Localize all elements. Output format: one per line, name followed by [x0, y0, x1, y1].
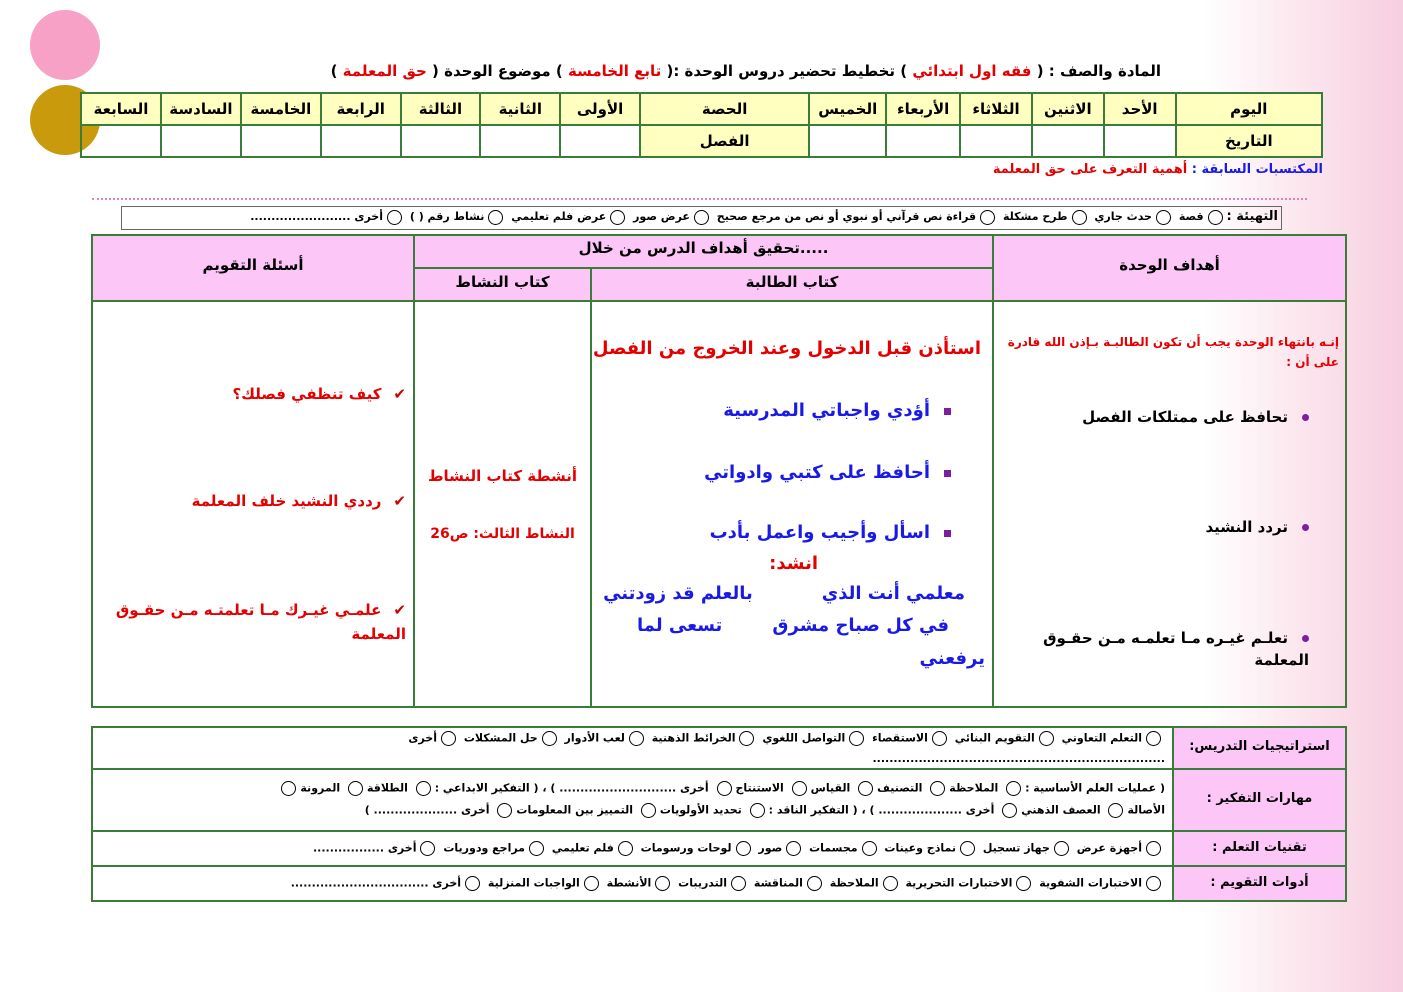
radio-button[interactable] [807, 876, 822, 891]
option-label: التقويم البنائي [954, 731, 1035, 745]
option-label: الملاحظة [949, 781, 999, 795]
option-label: الاختبارات التحريرية [905, 876, 1013, 890]
student-item [710, 522, 951, 543]
eval-question-text: رددي النشيد خلف المعلمة [191, 492, 382, 510]
option-label: المناقشة [753, 876, 803, 890]
prior-label: المكتسبات السابقة : [1191, 162, 1323, 177]
option-label: أخرى [408, 731, 437, 745]
warmup-options [250, 209, 1278, 225]
student-body-cell [590, 300, 994, 708]
date-input-cell[interactable] [809, 125, 886, 157]
radio-button[interactable] [960, 841, 975, 856]
radio-button[interactable] [629, 731, 644, 746]
prior-knowledge [993, 162, 1323, 177]
eval-question [101, 598, 406, 646]
topic-close: ) [330, 62, 338, 80]
check-icon: ✔ [393, 601, 406, 619]
activity-book-header: كتاب النشاط [455, 273, 550, 291]
option-label: الأصالة [1127, 803, 1165, 817]
option-label: حدث جاري [1094, 210, 1152, 223]
class-input-cell[interactable] [81, 125, 161, 157]
student-item-text: أحافظ على كتبي وادواتي [704, 462, 930, 483]
radio-button[interactable] [348, 781, 363, 796]
radio-button[interactable] [786, 841, 801, 856]
goal-item [1007, 627, 1309, 671]
option-label: ( عمليات العلم الأساسية : [1025, 781, 1165, 795]
radio-button[interactable] [1146, 876, 1161, 891]
bullet-icon [944, 470, 951, 477]
date-input-cell[interactable] [960, 125, 1032, 157]
activity-body-cell [413, 300, 592, 708]
option-label: لوحات ورسومات [640, 841, 732, 855]
prior-value: أهمية التعرف على حق المعلمة [992, 162, 1188, 177]
warmup-label: التهيئة : [1226, 209, 1278, 224]
radio-button[interactable] [529, 841, 544, 856]
day-cell: الخميس [809, 93, 886, 125]
footer-row [91, 768, 1347, 832]
class-input-cell[interactable] [321, 125, 401, 157]
period-cell: السابعة [81, 93, 161, 125]
goal-text: تعلـم غيـره مـا تعلمـه مـن حقـوق المعلمة [1043, 629, 1309, 669]
activity-title: أنشطة كتاب النشاط [427, 467, 578, 485]
option-label: تحديد الأولويات [659, 803, 742, 817]
radio-button[interactable] [655, 876, 670, 891]
option-label: التعلم التعاوني [1061, 731, 1142, 745]
radio-button[interactable] [1146, 731, 1161, 746]
student-item-text: اسأل وأجيب واعمل بأدب [709, 522, 930, 543]
radio-button[interactable] [420, 841, 435, 856]
page-header [331, 62, 1161, 80]
eval-header: أسئلة التقويم [202, 256, 304, 274]
period-cell: الرابعة [321, 93, 401, 125]
unit-value: تابع الخامسة [568, 62, 662, 80]
strategies-line2: ...................................................................... [872, 752, 1165, 765]
period-cell: الأولى [560, 93, 640, 125]
radio-button[interactable] [488, 210, 503, 225]
strategies-label: استراتيجيات التدريس: [1189, 739, 1330, 754]
goal-text: تحافظ على ممتلكات الفصل [1082, 408, 1288, 426]
option-label: عرض فلم تعليمي [511, 210, 607, 223]
day-cell: الأحد [1104, 93, 1176, 125]
option-label: الطلاقة [367, 781, 408, 795]
day-label: اليوم [1176, 93, 1322, 125]
student-item-text: أؤدي واجباتي المدرسية [723, 400, 930, 421]
radio-button[interactable] [1072, 210, 1087, 225]
option-label: التواصل اللغوي [762, 731, 846, 745]
radio-button[interactable] [930, 781, 945, 796]
thinking-options-line1 [277, 781, 1165, 796]
option-label: مراجع ودوريات [443, 841, 525, 855]
class-input-cell[interactable] [241, 125, 321, 157]
option-label: الأنشطة [606, 876, 652, 890]
option-label: نشاط رقم ( ) [409, 210, 485, 223]
tools-options [291, 876, 1165, 891]
tools-label: أدوات التقويم : [1210, 875, 1309, 890]
subject-label: المادة والصف : ( [1036, 62, 1161, 80]
option-label: جهاز تسجيل [982, 841, 1050, 855]
option-label: التدريبات [678, 876, 728, 890]
day-cell: الأربعاء [886, 93, 960, 125]
class-input-cell[interactable] [161, 125, 241, 157]
radio-button[interactable] [862, 841, 877, 856]
option-label: قصة [1178, 210, 1204, 223]
option-label: المرونة [300, 781, 341, 795]
option-label: أجهزة عرض [1076, 841, 1142, 855]
option-label: الخرائط الذهنية [651, 731, 736, 745]
radio-button[interactable] [1208, 210, 1223, 225]
radio-button[interactable] [618, 841, 633, 856]
radio-button[interactable] [736, 841, 751, 856]
option-label: أخرى ........................ [250, 210, 383, 223]
bullet-icon [1302, 635, 1309, 642]
class-input-cell[interactable] [560, 125, 640, 157]
achieve-header: تحقيق أهداف الدرس من خلال..... [578, 239, 829, 257]
schedule-table [80, 92, 1323, 158]
bullet-icon [944, 530, 951, 537]
radio-button[interactable] [1006, 781, 1021, 796]
check-icon: ✔ [393, 385, 406, 403]
radio-button[interactable] [750, 803, 765, 818]
eval-question [233, 385, 406, 403]
radio-button[interactable] [387, 210, 402, 225]
goals-header: أهداف الوحدة [1119, 256, 1220, 274]
bullet-icon [1302, 414, 1309, 421]
option-label: لعب الأدوار [564, 731, 625, 745]
student-book-header: كتاب الطالبة [745, 273, 839, 291]
radio-button[interactable] [465, 876, 480, 891]
option-label: أخرى .................... ) ، ( التفكير الناقد : [768, 803, 995, 817]
radio-button[interactable] [792, 781, 807, 796]
radio-button[interactable] [641, 803, 656, 818]
option-label: الاختبارات الشفوية [1039, 876, 1142, 890]
dotted-divider [92, 198, 1307, 200]
option-label: صور [758, 841, 783, 855]
thinking-label: مهارات التفكير : [1206, 791, 1313, 806]
period-cell: الثالثة [401, 93, 481, 125]
goal-item [1082, 408, 1309, 426]
radio-button[interactable] [1016, 876, 1031, 891]
radio-button[interactable] [542, 731, 557, 746]
date-input-cell[interactable] [886, 125, 960, 157]
radio-button[interactable] [932, 731, 947, 746]
option-label: الواجبات المنزلية [487, 876, 580, 890]
class-input-cell[interactable] [401, 125, 481, 157]
radio-button[interactable] [849, 731, 864, 746]
radio-button[interactable] [1054, 841, 1069, 856]
bullet-icon [1302, 524, 1309, 531]
date-label: التاريخ [1176, 125, 1322, 157]
radio-button[interactable] [416, 781, 431, 796]
subject-value: فقه اول ابتدائي [912, 62, 1032, 80]
option-label: الاستنتاج [735, 781, 784, 795]
tech-label: تقنيات التعلم : [1212, 840, 1307, 855]
goals-intro: إنـه بانتهاء الوحدة يجب أن تكون الطالبـة بـإذن الله قادرة على أن : [1007, 335, 1339, 369]
radio-button[interactable] [584, 876, 599, 891]
student-item [704, 462, 951, 483]
option-label: حل المشكلات [463, 731, 538, 745]
eval-question-text: علمـي غيـرك مـا تعلمتـه مـن حقـوق المعلمة [115, 601, 406, 643]
student-title: استأذن قبل الدخول وعند الخروج من الفصل [592, 338, 981, 359]
goal-text: تردد النشيد [1205, 518, 1288, 536]
radio-button[interactable] [1108, 803, 1123, 818]
option-label: أخرى ............................ ) ، ( التفكير الابداعي : [434, 781, 709, 795]
radio-button[interactable] [441, 731, 456, 746]
goal-item [1205, 518, 1309, 536]
option-label: العصف الذهني [1021, 803, 1101, 817]
check-icon: ✔ [393, 492, 406, 510]
option-label: الاستقصاء [872, 731, 928, 745]
topic-value: حق المعلمة [342, 62, 427, 80]
day-cell: الثلاثاء [960, 93, 1032, 125]
radio-button[interactable] [739, 731, 754, 746]
radio-button[interactable] [694, 210, 709, 225]
radio-button[interactable] [883, 876, 898, 891]
bullet-icon [944, 408, 951, 415]
radio-button[interactable] [858, 781, 873, 796]
eval-question-text: كيف تنظفي فصلك؟ [232, 385, 382, 403]
option-label: فلم تعليمي [551, 841, 614, 855]
anthem-line: يرفعني [919, 648, 985, 669]
unit-plan-label: ) تخطيط تحضير دروس الوحدة :( [666, 62, 908, 80]
option-label: نماذج وعينات [884, 841, 956, 855]
activity-ref: النشاط الثالث: ص26 [430, 526, 575, 542]
period-cell: الثانية [480, 93, 560, 125]
option-label: مجسمات [809, 841, 858, 855]
day-cell: الاثنين [1032, 93, 1104, 125]
option-label: طرح مشكلة [1002, 210, 1068, 223]
radio-button[interactable] [980, 210, 995, 225]
eval-question [192, 492, 406, 510]
option-label: أخرى .................... ) [364, 803, 490, 817]
decor-pink-circle [30, 10, 100, 80]
anthem-label: انشد: [769, 553, 818, 574]
option-label: قراءة نص قرآني أو نبوي أو نص من مرجع صحيح [716, 210, 977, 223]
radio-button[interactable] [1039, 731, 1054, 746]
tech-options [313, 841, 1165, 856]
student-item [723, 400, 951, 421]
class-label: الفصل [640, 125, 809, 157]
anthem-line: في كل صباح مشرق تسعى لما [637, 615, 949, 636]
anthem-line: معلمي أنت الذي بالعلم قد زودتني [603, 583, 965, 604]
option-label: التمييز بين المعلومات [516, 803, 634, 817]
option-label: التصنيف [877, 781, 923, 795]
option-label: عرض صور [633, 210, 690, 223]
option-label: أخرى ................. [312, 841, 417, 855]
thinking-options-line2 [365, 803, 1165, 818]
radio-button[interactable] [281, 781, 296, 796]
class-input-cell[interactable] [480, 125, 560, 157]
radio-button[interactable] [610, 210, 625, 225]
period-label: الحصة [640, 93, 809, 125]
strategies-options [408, 731, 1165, 746]
topic-label: ) موضوع الوحدة ( [432, 62, 563, 80]
radio-button[interactable] [497, 803, 512, 818]
radio-button[interactable] [1156, 210, 1171, 225]
option-label: أخرى ................................. [290, 876, 462, 890]
date-input-cell[interactable] [1032, 125, 1104, 157]
period-cell: الخامسة [241, 93, 321, 125]
radio-button[interactable] [1146, 841, 1161, 856]
radio-button[interactable] [731, 876, 746, 891]
option-label: الملاحظة [829, 876, 879, 890]
period-cell: السادسة [161, 93, 241, 125]
radio-button[interactable] [717, 781, 732, 796]
date-input-cell[interactable] [1104, 125, 1176, 157]
radio-button[interactable] [1002, 803, 1017, 818]
option-label: القياس [810, 781, 851, 795]
